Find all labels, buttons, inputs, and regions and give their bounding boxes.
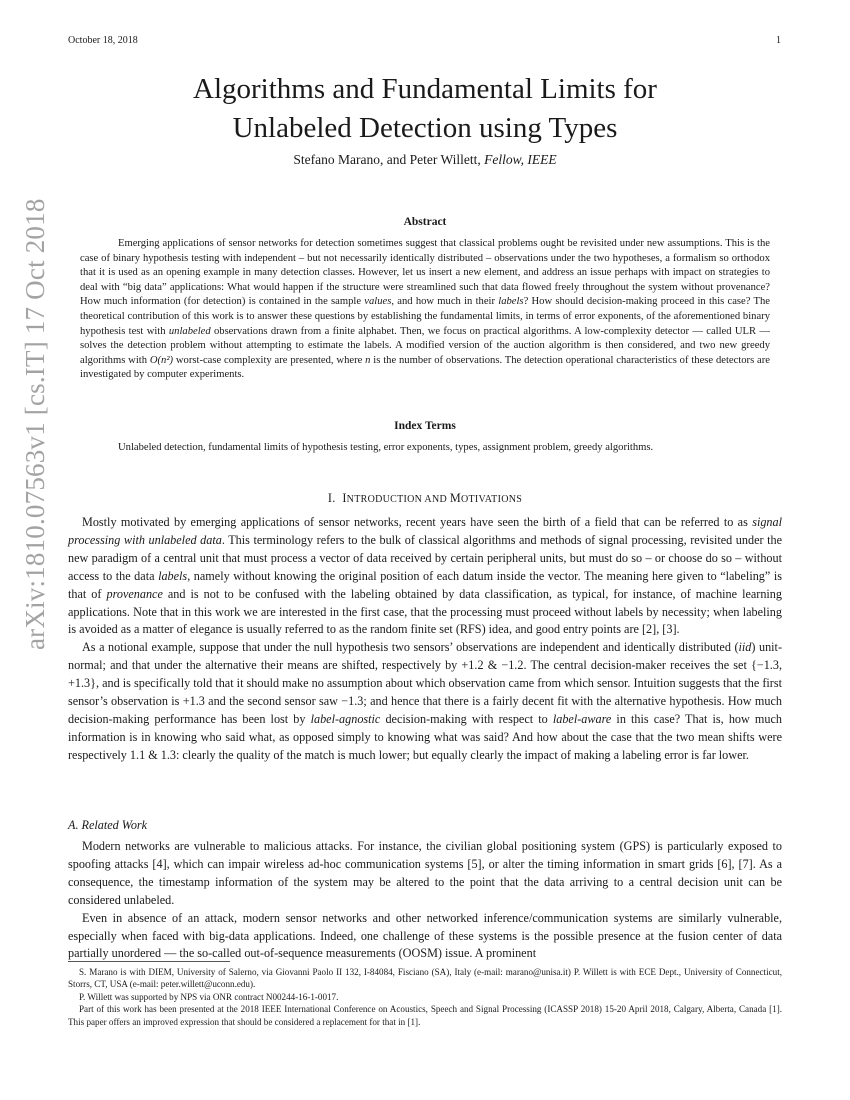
abstract-heading: Abstract	[403, 216, 447, 228]
arxiv-stamp-text: arXiv:1810.07563v1 [cs.IT] 17 Oct 2018	[20, 198, 50, 650]
abstract-text	[80, 237, 770, 383]
header-date: October 18, 2018	[68, 35, 138, 46]
abstract-seg: ? How should decision-making proceed in this case? The theoretical contribution of this work is to answer these questions by establishing the fundamental limits, in terms of error exponents, of the aforementioned binary hypothesis test with	[80, 296, 770, 337]
text-em: label-agnostic	[310, 711, 381, 726]
text-seg: in this case? That is, how much information is in knowing who said what, as opposed simply to knowing what was said? And how about the case that the two mean shifts were respectively 1.1 & 1.3: clearly the quality of the match is much lower; but equally clearly the impact of making a labeling error is far lower.	[68, 711, 783, 762]
abstract-math: O(n²)	[149, 354, 174, 366]
footnote-funding: P. Willett was supported by NPS via ONR contract N00244-16-1-0017.	[79, 991, 339, 1002]
abstract-math: n	[365, 354, 371, 366]
subsection-heading-related-work: A. Related Work	[68, 818, 148, 832]
related-work-body	[68, 838, 782, 963]
abstract-em: unlabeled	[168, 325, 211, 337]
text-seg: ) unit-normal; and that under the alternative their means are shifted, respectively by +1.2 & −1.2. The central decision-maker receives the set {−1.3, +1.3}, and is specifically told that it should make no assumption about which observation came from which sensor. Intuition suggests that the first sensor’s observation is +1.3 and the second sensor saw −1.3; and hence that there is a fairly decent fit with the alternative hypothesis. How much decision-making performance has been lost by	[68, 640, 783, 726]
title-line-1: Algorithms and Fundamental Limits for	[193, 73, 657, 105]
intro-paragraph-1	[68, 514, 782, 639]
author-fellow: Fellow, IEEE	[484, 152, 557, 167]
abstract-em: labels	[498, 296, 524, 308]
related-paragraph-2: Even in absence of an attack, modern sensor networks and other networked inference/communication systems are similarly vulnerable, especially when faced with big-data applications. Indeed, one challenge of these systems is the possible presence at the fusion center of data partially unordered — the so-called out-of-sequence measurements (OOSM) issue. A prominent	[68, 910, 782, 961]
intro-body	[68, 514, 782, 765]
footnotes	[68, 966, 782, 1028]
text-em: labels	[158, 568, 188, 583]
abstract-seg: worst-case complexity are presented, where	[173, 354, 366, 366]
text-em: signal processing with unlabeled data	[68, 515, 782, 547]
footnote-affiliations: S. Marano is with DIEM, University of Salerno, via Giovanni Paolo II 132, I-84084, Fisciano (SA), Italy (e-mail: marano@unisa.it) P. Willett is with ECE Dept., University of Connecticut, Storrs, CT, USA (e-mail: peter.willett@uconn.edu).	[68, 967, 782, 990]
footnote-conference: Part of this work has been presented at the 2018 IEEE International Conference on Acoustics, Speech and Signal Processing (ICASSP 2018) 15-20 April 2018, Calgary, Alberta, Canada [1]. This paper offers an improved expression that should be considered a replacement for that in [1].	[68, 1004, 782, 1027]
heading-smallcaps: OTIVATIONS	[460, 494, 523, 505]
index-terms-heading: Index Terms	[394, 420, 456, 432]
title-line-2: Unlabeled Detection using Types	[232, 112, 618, 144]
abstract-seg: observations drawn from a finite alphabet. Then, we focus on practical algorithms. A low-complexity detector — called ULR — solves the detection problem without attempting to estimate the labels. A modified version of the auction algorithm is then considered, and two new greedy algorithms with	[80, 325, 771, 366]
section-heading-intro	[68, 491, 782, 506]
heading-smallcaps: NTRODUCTION AND	[346, 494, 450, 505]
text-seg: and is not to be confused with the labeling obtained by data classification, as typical, for instance, of machine learning applications. Note that in this work we are interested in the first case, that the processing must proceed without labels by necessity; when labeling is avoided as a matter of elegance is usually referred to as the random finite set (RFS) idea, and good entry points are [2], [3].	[68, 586, 782, 637]
abstract-seg: , and how much in their	[391, 296, 499, 308]
text-seg: . This terminology refers to the bulk of classical algorithms and methods of signal processing, revisited under the new paradigm of a central unit that must process a vector of data received by certain peripheral units, but must do so – or choose do so – without access to the data	[68, 532, 783, 583]
section-number: I.	[327, 491, 336, 505]
text-seg: decision-making with respect to	[380, 711, 553, 726]
text-em: label-aware	[552, 711, 612, 726]
heading-cap: M	[449, 491, 461, 505]
abstract-seg: Emerging applications of sensor networks for detection sometimes suggest that classical problems ought be revisited under new assumptions. This is the case of binary hypothesis testing with independent – but not necessarily identically distributed – observations under the two hypotheses, a formalism so orthodox that it is used as an opening example in many detection classes. However, let us insert a new element, and address an issue perhaps with impact on strategies to deal with “big data” applications: What would happen if the structure were streamlined such that data flowed freely throughout the system without provenance? How much information (for detection) is contained in the sample	[80, 238, 770, 308]
abstract-seg: is the number of observations. The detection operational characteristics of these detectors are investigated by computer experiments.	[80, 354, 770, 381]
page-number: 1	[776, 35, 781, 46]
text-seg: , namely without knowing the original position of each datum inside the vector. The meaning here given to “labeling” is that of	[68, 568, 782, 601]
abstract-em: values	[364, 296, 392, 308]
intro-paragraph-2	[68, 639, 782, 764]
footnote-rule	[68, 961, 230, 962]
author-names: Stefano Marano, and Peter Willett,	[293, 152, 481, 167]
text-em: provenance	[106, 586, 163, 601]
heading-cap: I	[342, 491, 347, 505]
related-paragraph-1: Modern networks are vulnerable to malicious attacks. For instance, the civilian global positioning system (GPS) is particularly exposed to spoofing attacks [4], which can impair wireless ad-hoc communication systems [5], or alter the timing information in smart grids [6], [7]. As a consequence, the timestamp information of the system may be altered to the point that the data arriving to a central decision unit can be considered unlabeled.	[68, 839, 782, 907]
index-terms-text: Unlabeled detection, fundamental limits of hypothesis testing, error exponents, types, assignment problem, greedy algorithms.	[118, 442, 654, 453]
paper-title	[68, 70, 782, 148]
text-seg: Mostly motivated by emerging applications of sensor networks, recent years have seen the birth of a field that can be referred to as	[82, 515, 753, 529]
text-seg: As a notional example, suppose that under the null hypothesis two sensors’ observations are independent and identically distributed (	[82, 640, 739, 655]
authors	[68, 152, 782, 168]
text-em: iid	[738, 640, 752, 655]
